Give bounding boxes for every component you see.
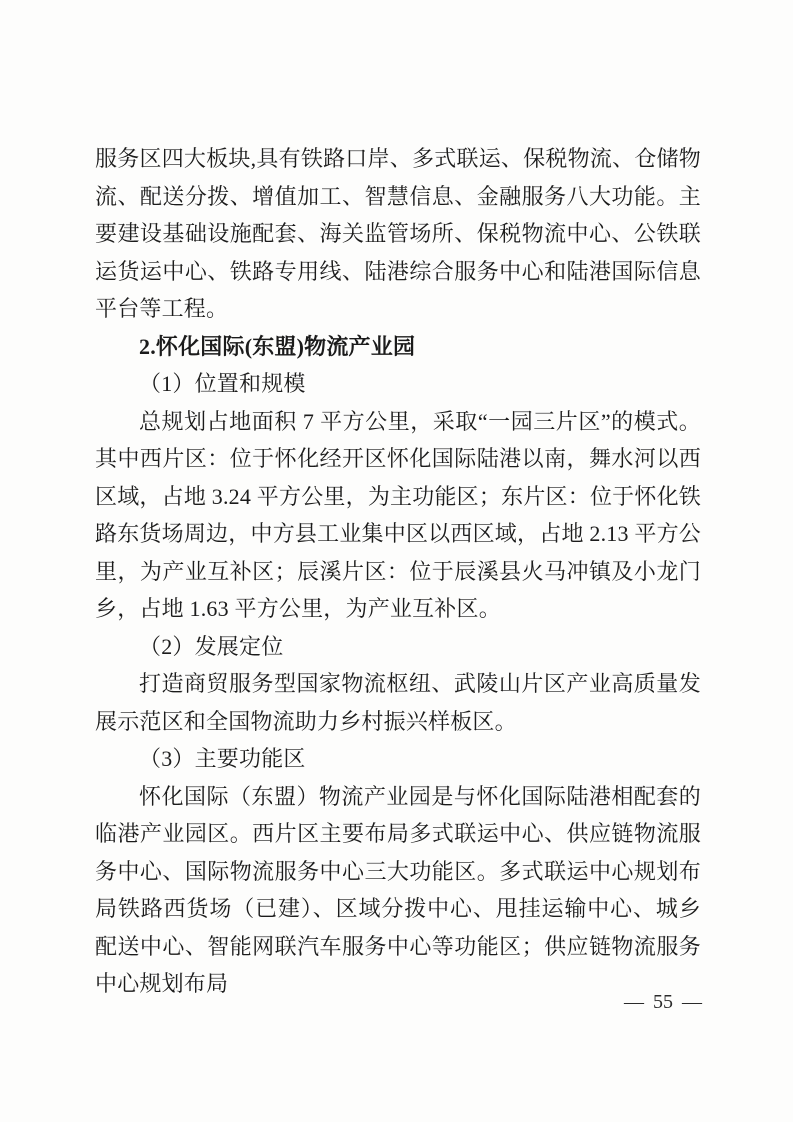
footer-right-dash: —	[682, 991, 702, 1013]
paragraph-development-positioning: 打造商贸服务型国家物流枢纽、武陵山片区产业高质量发展示范区和全国物流助力乡村振兴样板区。	[95, 671, 701, 734]
paragraph-location-scale: 总规划占地面积 7 平方公里，采取“一园三片区”的模式。其中西片区：位于怀化经开区怀化国际陆港以南，舞水河以西区域，占地 3.24 平方公里，为主功能区；东片区：位于怀化铁路东货场周边，中方县工业集中区以西区域，占地 2.13 平方公里，为产业互补区；辰溪片区：位于辰溪县火马冲镇及小龙门乡，占地 1.63 平方公里，为产业互补区。	[95, 408, 701, 621]
subsection-heading-1: （1）位置和规模	[139, 371, 306, 396]
page-number: 55	[653, 991, 673, 1013]
paragraph-main-functional-zones: 怀化国际（东盟）物流产业园是与怀化国际陆港相配套的临港产业园区。西片区主要布局多式联运中心、供应链物流服务中心、国际物流服务中心三大功能区。多式联运中心规划布局铁路西货场（已建）、区域分拨中心、甩挂运输中心、城乡配送中心、智能网联汽车服务中心等功能区；供应链物流服务中心规划布局	[95, 783, 701, 996]
section-heading-2: 2.怀化国际(东盟)物流产业园	[139, 333, 416, 359]
document-text-block	[95, 140, 701, 1003]
footer-left-dash: —	[624, 991, 644, 1013]
page-footer	[624, 991, 702, 1014]
paragraph-continuation: 服务区四大板块,具有铁路口岸、多式联运、保税物流、仓储物流、配送分拨、增值加工、智慧信息、金融服务八大功能。主要建设基础设施配套、海关监管场所、保税物流中心、公铁联运货运中心、铁路专用线、陆港综合服务中心和陆港国际信息平台等工程。	[95, 146, 701, 321]
subsection-heading-2: （2）发展定位	[139, 633, 284, 659]
subsection-heading-3: （3）主要功能区	[139, 746, 306, 771]
